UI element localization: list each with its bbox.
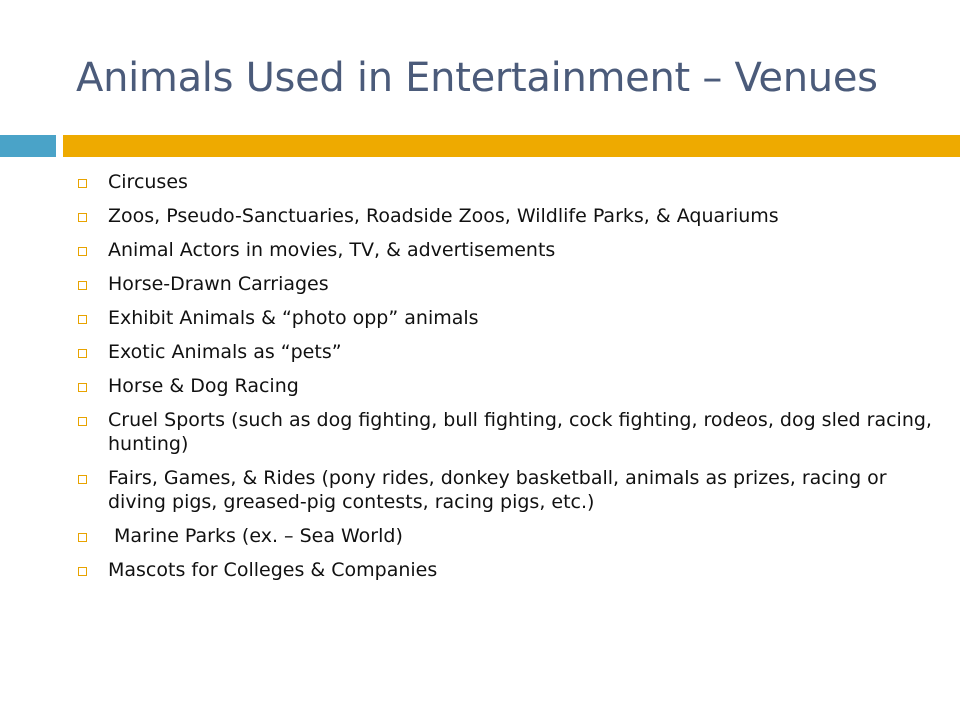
- list-item: [76, 204, 936, 228]
- hollow-square-icon: [78, 383, 87, 392]
- hollow-square-icon: [78, 475, 87, 484]
- hollow-square-icon: [78, 349, 87, 358]
- title-accent-bar-blue: [0, 135, 56, 157]
- list-item: [76, 238, 936, 262]
- bullet-text: Circuses: [108, 171, 188, 193]
- list-item: [76, 466, 936, 514]
- hollow-square-icon: [78, 315, 87, 324]
- bullet-text: Animal Actors in movies, TV, & advertisements: [108, 239, 556, 261]
- bullet-list: [76, 170, 936, 592]
- hollow-square-icon: [78, 247, 87, 256]
- bullet-text: Mascots for Colleges & Companies: [108, 559, 438, 581]
- bullet-text: Horse & Dog Racing: [108, 375, 299, 397]
- hollow-square-icon: [78, 281, 87, 290]
- list-item: [76, 306, 936, 330]
- bullet-text: Exhibit Animals & “photo opp” animals: [108, 307, 479, 329]
- list-item: [76, 524, 936, 548]
- hollow-square-icon: [78, 417, 87, 426]
- list-item: [76, 340, 936, 364]
- slide-title: Animals Used in Entertainment – Venues: [76, 55, 878, 101]
- list-item: [76, 558, 936, 582]
- hollow-square-icon: [78, 533, 87, 542]
- bullet-text: Zoos, Pseudo-Sanctuaries, Roadside Zoos, Wildlife Parks, & Aquariums: [108, 205, 779, 227]
- list-item: [76, 272, 936, 296]
- title-accent-bar-gold: [63, 135, 960, 157]
- hollow-square-icon: [78, 179, 87, 188]
- bullet-text: Horse-Drawn Carriages: [108, 273, 329, 295]
- hollow-square-icon: [78, 213, 87, 222]
- bullet-text: Exotic Animals as “pets”: [108, 341, 342, 363]
- bullet-text: Fairs, Games, & Rides (pony rides, donkey basketball, animals as prizes, racing or diving pigs, greased-pig contests, racing pigs, etc.): [108, 467, 887, 513]
- list-item: [76, 170, 936, 194]
- list-item: [76, 374, 936, 398]
- list-item: [76, 408, 936, 456]
- bullet-text: Marine Parks (ex. – Sea World): [108, 525, 403, 547]
- hollow-square-icon: [78, 567, 87, 576]
- bullet-text: Cruel Sports (such as dog fighting, bull fighting, cock fighting, rodeos, dog sled racing, hunting): [108, 409, 932, 455]
